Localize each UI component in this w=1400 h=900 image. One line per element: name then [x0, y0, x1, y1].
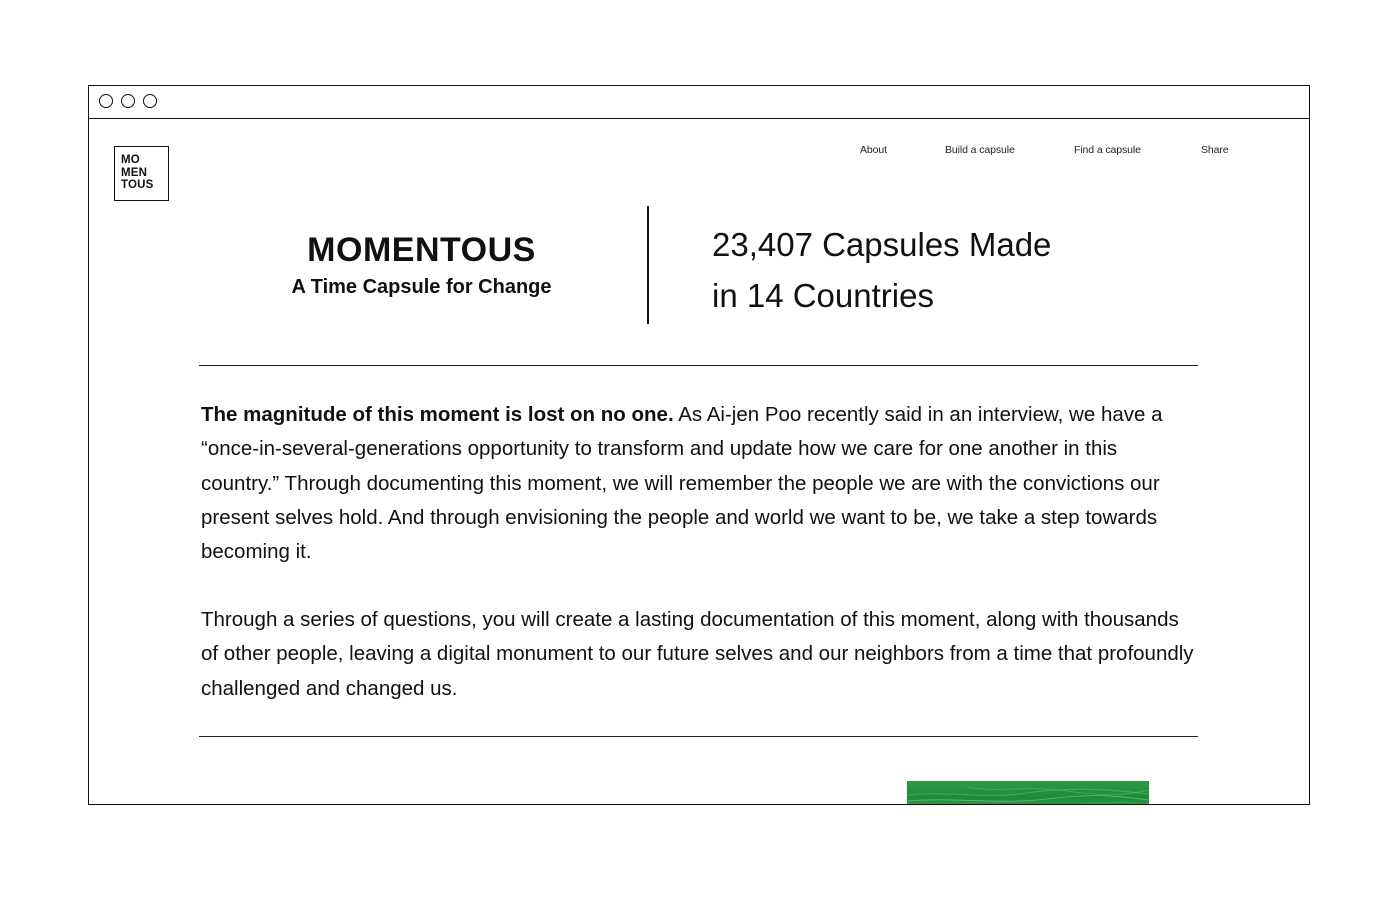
intro-paragraph-1: [201, 398, 1201, 569]
stats-capsules-count: 23,407 Capsules Made: [712, 226, 1052, 263]
hero-title: MOMENTOUS: [307, 231, 536, 269]
hero-divider: [647, 206, 649, 324]
nav-build-capsule-link[interactable]: Build a capsule: [945, 144, 1015, 156]
logo-line: MEN: [121, 166, 148, 179]
capsule-stats: [712, 219, 1051, 321]
hero-subtitle: A Time Capsule for Change: [291, 276, 552, 298]
section-divider-bottom: [199, 736, 1198, 737]
logo-line: MO: [121, 154, 140, 166]
nav-share-link[interactable]: Share: [1201, 144, 1229, 156]
window-titlebar: [89, 86, 1309, 119]
logo-line: TOUS: [121, 179, 154, 191]
nav-about-link[interactable]: About: [860, 144, 887, 156]
window-control-dot[interactable]: [121, 94, 135, 108]
capsule-preview-image[interactable]: [907, 781, 1149, 805]
intro-lead: The magnitude of this moment is lost on no one.: [201, 403, 674, 426]
intro-paragraph-2: Through a series of questions, you will create a lasting documentation of this moment, along with thousands of other people, leaving a digital monument to our future selves and our neighbors from a time that profoundly challenged and changed us.: [201, 608, 1194, 700]
window-control-dot[interactable]: [143, 94, 157, 108]
section-divider-top: [199, 365, 1198, 366]
browser-window: [88, 85, 1310, 805]
nav-find-capsule-link[interactable]: Find a capsule: [1074, 144, 1141, 156]
window-control-dot[interactable]: [99, 94, 113, 108]
stats-countries-count: in 14 Countries: [712, 277, 934, 314]
site-logo[interactable]: [114, 146, 169, 201]
intro-body: As Ai-jen Poo recently said in an interview, we have a “once-in-several-generations opportunity to transform and update how we care for one another in this country.” Through documenting this moment, we will remember the people we are with the convictions our present selves hold. And through envisioning the people and world we want to be, we take a step towards becoming it.: [201, 403, 1163, 564]
